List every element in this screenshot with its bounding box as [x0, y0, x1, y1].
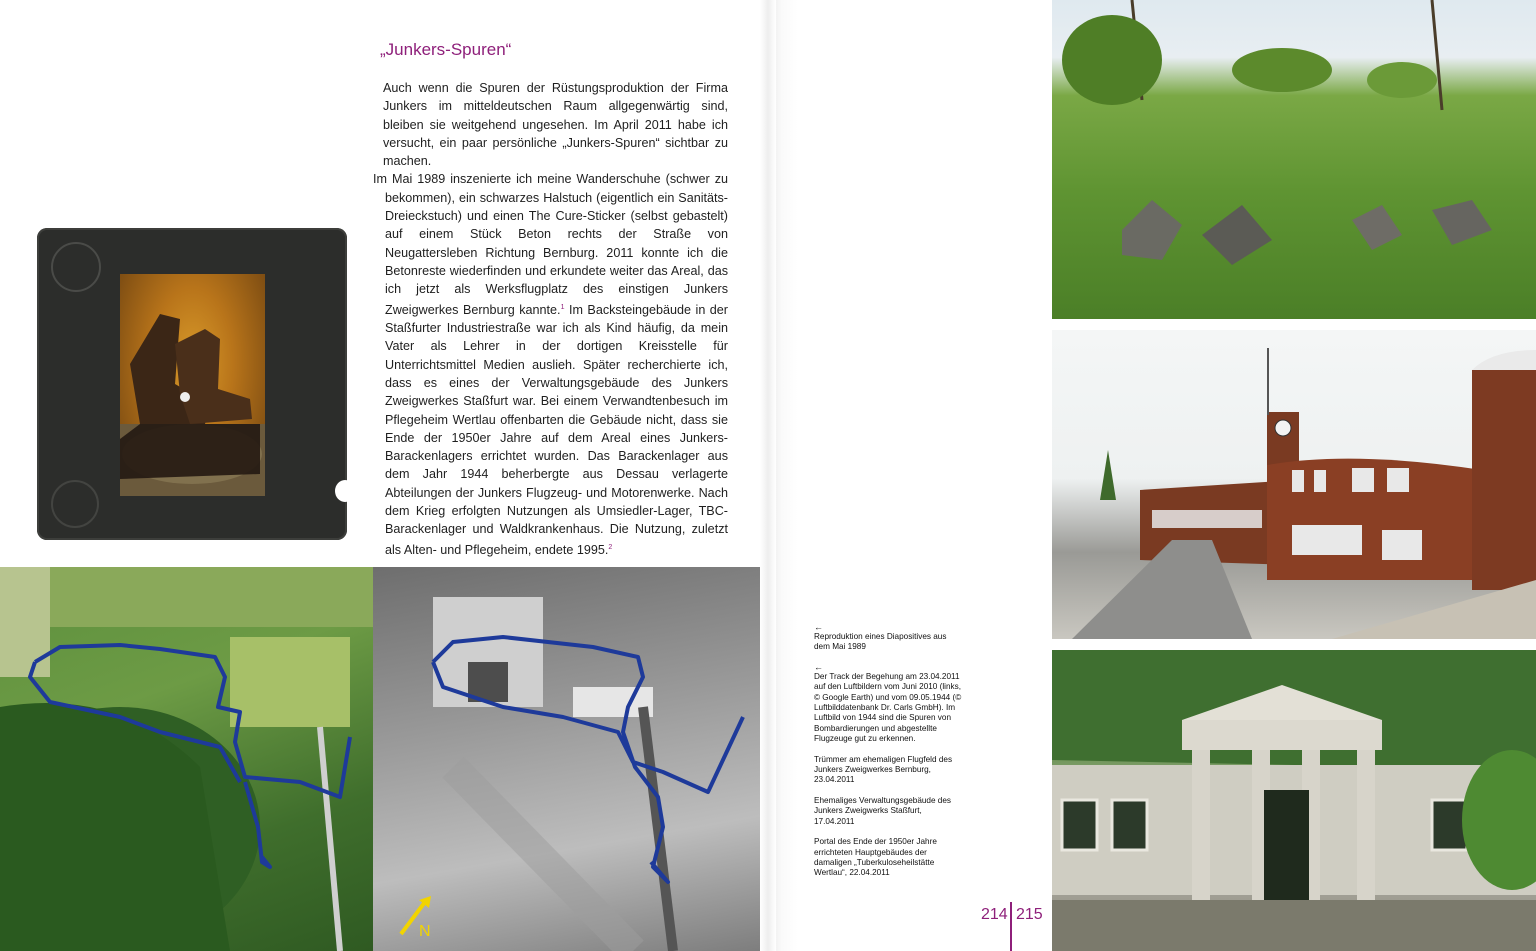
north-arrow-label: N	[419, 923, 431, 940]
caption-text: Ehemaliges Verwaltungsgebäude des Junkers Zweigwerks Staßfurt, 17.04.2011	[814, 795, 952, 826]
portal-drawing	[1052, 650, 1536, 951]
satellite-map-drawing	[0, 567, 373, 951]
caption-track	[814, 663, 964, 745]
paragraph-intro: Auch wenn die Spuren der Rüstungsproduktion der Firma Junkers im mitteldeutschen Raum allgegenwärtig sind, bleiben sie weitgehend ungesehen. Im April 2011 habe ich versucht, ein paar persönliche „Junkers-Spuren“ sichtbar zu machen.	[383, 81, 728, 169]
page-number-left: 214	[981, 906, 1008, 923]
slide-logo-icon	[51, 242, 101, 292]
section-heading: „Junkers-Spuren“	[380, 40, 512, 59]
slide-frame	[37, 228, 347, 540]
photo-airfield-rubble	[1052, 0, 1536, 319]
slide-hole-icon	[51, 480, 99, 528]
left-arrow-icon: ←	[814, 622, 823, 632]
photo-portal-wertlau	[1052, 650, 1536, 951]
footnote-ref: 2	[608, 543, 613, 551]
boots-illustration	[120, 274, 265, 496]
caption-column	[814, 623, 964, 889]
book-gutter	[760, 0, 776, 951]
caption-text: Trümmer am ehemaligen Flugfeld des Junkers Zweigwerkes Bernburg, 23.04.2011	[814, 754, 953, 785]
left-arrow-icon: ←	[814, 661, 823, 672]
satellite-map	[0, 567, 373, 951]
page-number-right: 215	[1016, 906, 1043, 923]
caption-portal	[814, 837, 964, 879]
paragraph-boots-text: Im Mai 1989 inszenierte ich meine Wanderschuhe (schwer zu bekommen), ein schwarzes Halstuch (eigentlich ein Sanitäts-Dreieckstuch) und einen The Cure-Sticker (selbst gebastelt) auf einem Stück Beton rechts der Straße von Neugattersleben Richtung Bernburg. 2011 konnte ich die Betonreste wiederfinden und erkundete weiter das Areal, das ich jetzt als Werksflugplatz des einstigen Junkers Zweigwerkes Bernburg kannte.	[373, 172, 728, 317]
airfield-drawing	[1052, 0, 1536, 319]
slide-notch	[335, 480, 355, 502]
caption-rubble	[814, 755, 964, 786]
caption-text: Der Track der Begehung am 23.04.2011 auf den Luftbildern vom Juni 2010 (links, © Google Earth) und vom 09.05.1944 (© Luftbilddatenbank Dr. Carls GmbH). Im Luftbild von 1944 sind die Spuren von Bombardierungen und abgestellte Flugzeuge gut zu erkennen.	[814, 671, 962, 744]
caption-text: Portal des Ende der 1950er Jahre errichteten Hauptgebäudes der damaligen „Tuberkuloseheilstätte Wertlau“, 22.04.2011	[814, 837, 937, 878]
paragraph-stassfurt-text: Im Backsteingebäude in der Staßfurter Industriestraße war ich als Kind häufig, da mein Vater als Lehrer in der dortigen Kreisstelle für Unterrichtsmittel Medien auslieh. Später recherchierte ich, dass es eines der Verwaltungsgebäude des Junkers Zweigwerkes Staßfurt war. Bei einem Verwandtenbesuch im Pflegeheim Wertlau offenbarten die Gebäude nicht, dass sie Ende der 1950er Jahre auf dem Areal eines Junkers-Barackenlagers errichtet wurden. Das Barackenlager aus dem Jahr 1944 beherbergte aus Dessau verlagerte Abteilungen der Junkers Flugzeug- und Motorenwerke. Nach dem Krieg erfolgten Nutzungen als Umsiedler-Lager, TBC-Barackenlager und Waldkrankenhaus. Die Nutzung, zuletzt als Alten- und Pflegeheim, endete 1995.	[385, 302, 729, 557]
caption-slide	[814, 623, 964, 653]
caption-admin-building	[814, 796, 964, 827]
north-arrow-icon	[395, 892, 439, 945]
admin-building-drawing	[1052, 330, 1536, 639]
body-text	[373, 79, 728, 559]
footnote-ref: 1	[560, 303, 565, 311]
caption-text: Reproduktion eines Diapositives aus dem Mai 1989	[814, 632, 947, 652]
page-number-divider	[1010, 902, 1012, 951]
photo-admin-building	[1052, 330, 1536, 639]
paragraph-boots	[373, 170, 728, 559]
boots-photo	[120, 274, 265, 496]
